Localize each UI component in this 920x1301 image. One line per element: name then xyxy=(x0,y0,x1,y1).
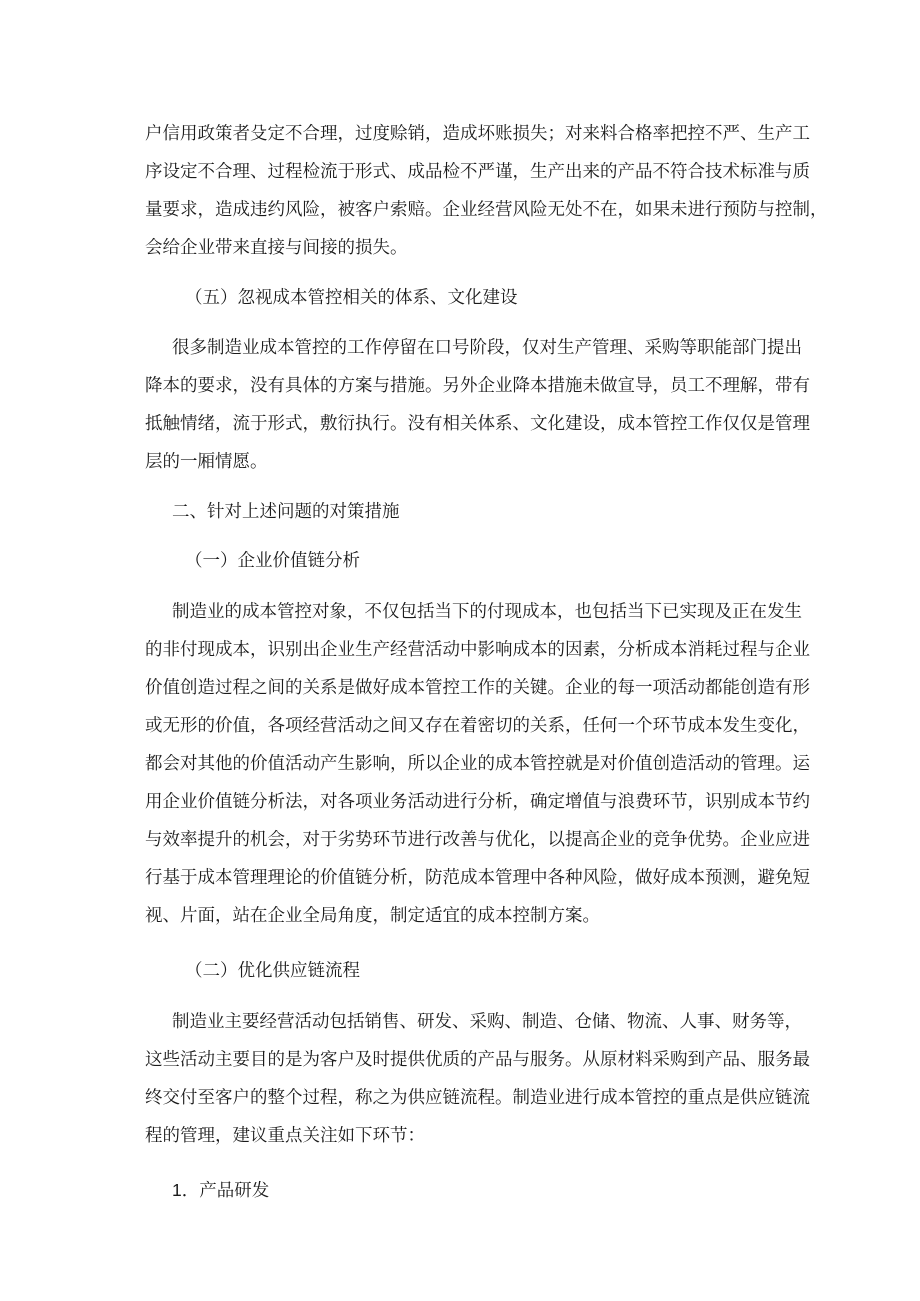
subheading-1: （一）企业价值链分析 xyxy=(185,551,360,571)
paragraph-line: 的非付现成本，识别出企业生产经营活动中影响成本的因素，分析成本消耗过程与企业 xyxy=(145,640,810,660)
paragraph-line: 会给企业带来直接与间接的损失。 xyxy=(145,238,408,258)
list-item-label: 产品研发 xyxy=(199,1181,270,1201)
section-heading-2: 二、针对上述问题的对策措施 xyxy=(172,502,400,522)
paragraph-line: 户信用政策者殳定不合理，过度赊销，造成坏账损失；对来料合格率把控不严、生产工 xyxy=(145,124,810,144)
paragraph-line: 终交付至客户的整个过程，称之为供应链流程。制造业进行成本管控的重点是供应链流 xyxy=(145,1088,810,1108)
paragraph-line: 层的一厢情愿。 xyxy=(145,452,268,472)
paragraph-line: 价值创造过程之间的关系是做好成本管控工作的关键。企业的每一项活动都能创造有形 xyxy=(145,678,810,698)
paragraph-line: 程的管理，建议重点关注如下环节： xyxy=(145,1126,425,1146)
paragraph-line: 与效率提升的机会，对于劣势环节进行改善与优化，以提高企业的竞争优势。企业应进 xyxy=(145,830,810,850)
paragraph-line: 抵触情绪，流于形式，敷衍执行。没有相关体系、文化建设，成本管控工作仅仅是管理 xyxy=(145,414,810,434)
paragraph-line: 视、片面，站在企业全局角度，制定适宜的成本控制方案。 xyxy=(145,906,600,926)
paragraph-line: 都会对其他的价值活动产生影响，所以企业的成本管控就是对价值创造活动的管理。运 xyxy=(145,754,810,774)
paragraph-line: 制造业的成本管控对象，不仅包括当下的付现成本，也包括当下已实现及正在发生 xyxy=(172,602,802,622)
paragraph-line: 序设定不合理、过程检流于形式、成品检不严谨，生产出来的产品不符合技术标准与质 xyxy=(145,162,810,182)
subheading-2: （二）优化供应链流程 xyxy=(185,961,360,981)
paragraph-line: 制造业主要经营活动包括销售、研发、采购、制造、仓储、物流、人事、财务等， xyxy=(172,1012,802,1032)
list-item-product-rd xyxy=(172,1182,269,1201)
paragraph-line: 这些活动主要目的是为客户及时提供优质的产品与服务。从原材料采购到产品、服务最 xyxy=(145,1050,810,1070)
paragraph-line: 用企业价值链分析法，对各项业务活动进行分析，确定增值与浪费环节，识别成本节约 xyxy=(145,792,810,812)
subheading-5: （五）忽视成本管控相关的体系、文化建设 xyxy=(185,288,518,308)
paragraph-line: 行基于成本管理理论的价值链分析，防范成本管理中各种风险，做好成本预测，避免短 xyxy=(145,868,810,888)
paragraph-line: 降本的要求，没有具体的方案与措施。另外企业降本措施未做宣导，员工不理解，带有 xyxy=(145,376,810,396)
paragraph-line: 量要求，造成违约风险，被客户索赔。企业经营风险无处不在，如果未进行预防与控制， xyxy=(145,200,828,220)
list-item-number: 1． xyxy=(172,1180,200,1200)
paragraph-line: 或无形的价值，各项经营活动之间又存在着密切的关系，任何一个环节成本发生变化， xyxy=(145,716,810,736)
paragraph-line: 很多制造业成本管控的工作停留在口号阶段，仅对生产管理、采购等职能部门提出 xyxy=(172,338,802,358)
